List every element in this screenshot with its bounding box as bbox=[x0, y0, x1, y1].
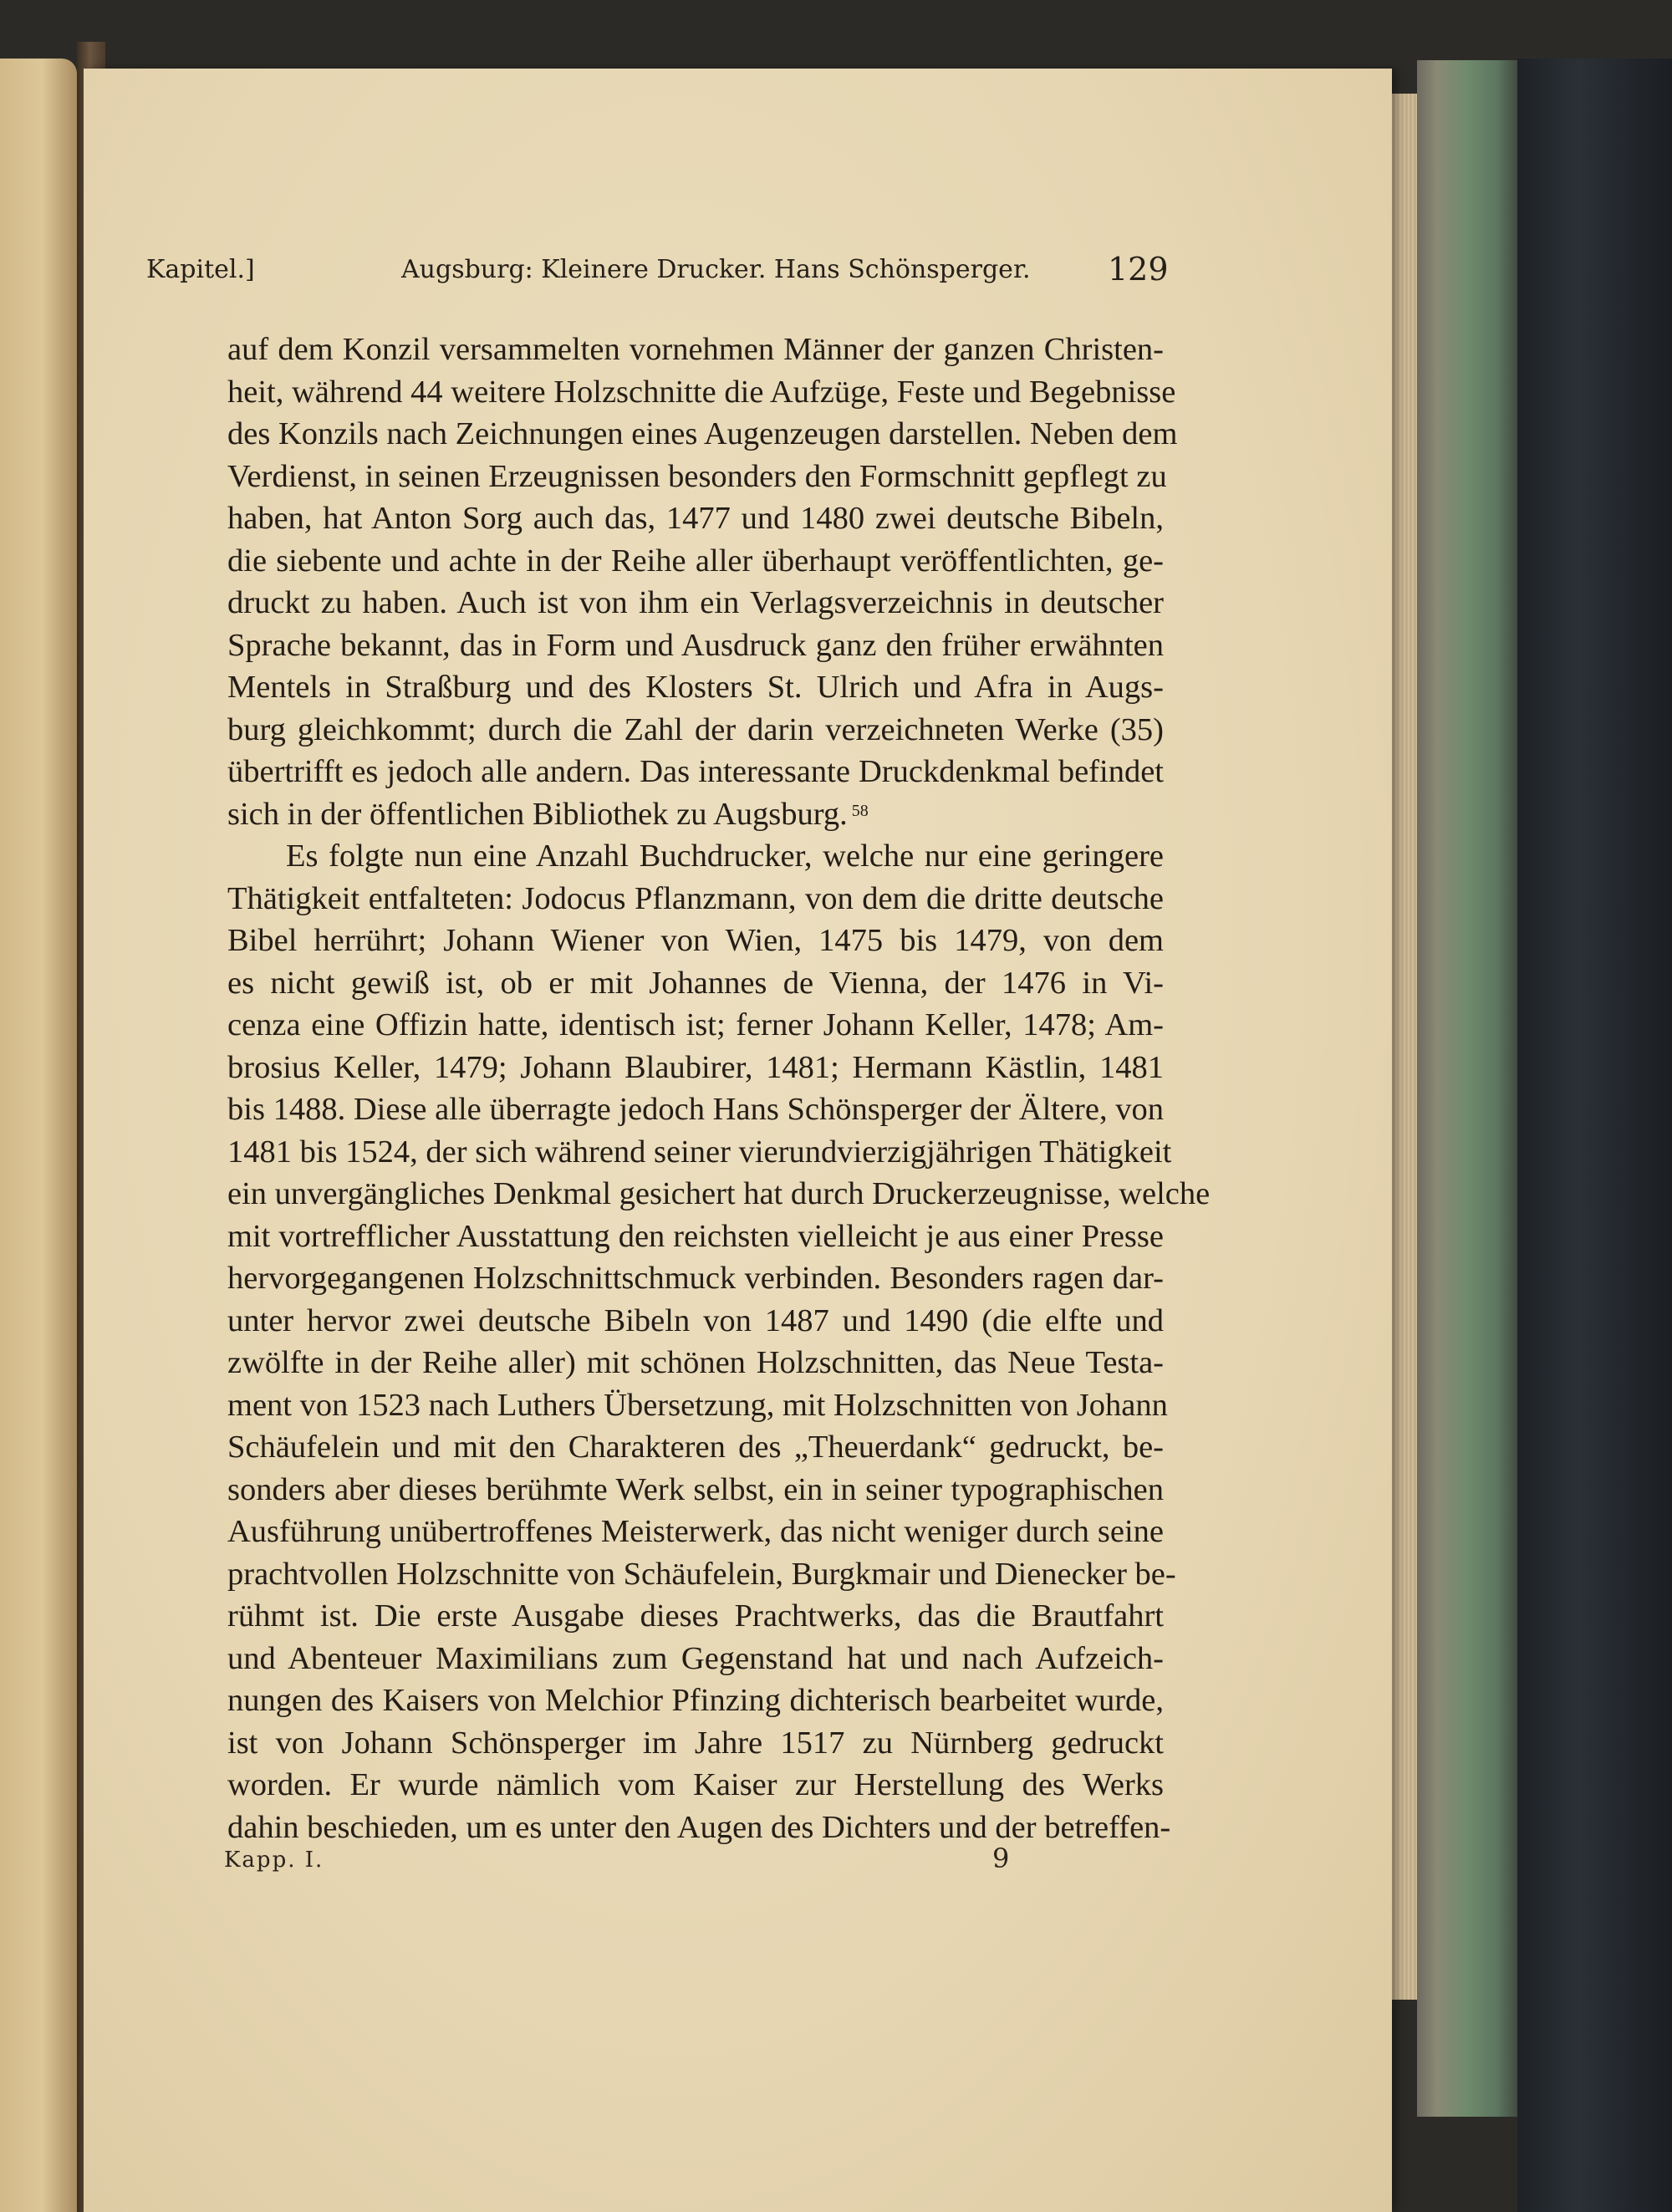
text-line: Verdienst, in seinen Erzeugnissen besonders den Formschnitt gepflegt zu bbox=[227, 458, 1167, 494]
text-line: dahin beschieden, um es unter den Augen des Dichters und der betreffen- bbox=[227, 1809, 1171, 1845]
text-line: übertrifft es jedoch alle andern. Das interessante Druckdenkmal befindet bbox=[227, 754, 1164, 789]
text-line: unter hervor zwei deutsche Bibeln von 1487 und 1490 (die elfte und bbox=[227, 1302, 1164, 1338]
text-line: ein unvergängliches Denkmal gesichert hat durch Druckerzeugnisse, welche bbox=[227, 1176, 1211, 1211]
text-line: hervorgegangenen Holzschnittschmuck verbinden. Besonders ragen dar- bbox=[227, 1261, 1164, 1296]
sheet-number: 9 bbox=[992, 1842, 1010, 1874]
text-line: Bibel herrührt; Johann Wiener von Wien, 1475 bis 1479, von dem bbox=[227, 923, 1164, 958]
text-line: Mentels in Straßburg und des Klosters St. Ulrich und Afra in Augs- bbox=[227, 670, 1164, 705]
left-page-edge bbox=[0, 59, 77, 2212]
text-line: Es folgte nun eine Anzahl Buchdrucker, welche nur eine geringere bbox=[286, 838, 1164, 874]
text-line: cenza eine Offizin hatte, identisch ist; ferner Johann Keller, 1478; Am- bbox=[227, 1007, 1164, 1042]
text-line: prachtvollen Holzschnitte von Schäufelein, Burgkmair und Dienecker be- bbox=[227, 1556, 1176, 1592]
text-line: Thätigkeit entfalteten: Jodocus Pflanzmann, von dem die dritte deutsche bbox=[227, 880, 1164, 916]
body-text bbox=[227, 329, 1211, 1848]
text-line: und Abenteuer Maximilians zum Gegenstand hat und nach Aufzeich- bbox=[227, 1640, 1164, 1676]
running-head-chapter: Kapitel.] bbox=[146, 255, 255, 284]
text-line: mit vortrefflicher Ausstattung den reichsten vielleicht je aus einer Presse bbox=[227, 1218, 1164, 1254]
page-number: 129 bbox=[1108, 251, 1169, 288]
text-line: sich in der öffentlichen Bibliothek zu Augsburg. $^{58}$ bbox=[227, 796, 869, 832]
running-head-title: Augsburg: Kleinere Drucker. Hans Schönsperger. bbox=[401, 255, 1031, 284]
text-line: haben, hat Anton Sorg auch das, 1477 und 1480 zwei deutsche Bibeln, bbox=[227, 501, 1164, 536]
text-line: heit, während 44 weitere Holzschnitte die Aufzüge, Feste und Begebnisse bbox=[227, 374, 1176, 410]
text-line: es nicht gewiß ist, ob er mit Johannes de Vienna, der 1476 in Vi- bbox=[227, 965, 1164, 1001]
text-line: Schäufelein und mit den Charakteren des „Theuerdank“ gedruckt, be- bbox=[227, 1430, 1164, 1465]
text-line: brosius Keller, 1479; Johann Blaubirer, 1481; Hermann Kästlin, 1481 bbox=[227, 1049, 1164, 1085]
text-line: burg gleichkommt; durch die Zahl der darin verzeichneten Werke (35) bbox=[227, 711, 1164, 747]
text-line: worden. Er wurde nämlich vom Kaiser zur Herstellung des Werks bbox=[227, 1767, 1164, 1802]
text-line: die siebente und achte in der Reihe aller überhaupt veröffentlichten, ge- bbox=[227, 543, 1164, 578]
text-line: 1481 bis 1524, der sich während seiner vierundvierzigjährigen Thätigkeit bbox=[227, 1134, 1172, 1170]
text-line: druckt zu haben. Auch ist von ihm ein Verlagsverzeichnis in deutscher bbox=[227, 585, 1164, 620]
text-line: nungen des Kaisers von Melchior Pfinzing dichterisch bearbeitet wurde, bbox=[227, 1683, 1164, 1718]
text-line: zwölfte in der Reihe aller) mit schönen Holzschnitten, das Neue Testa- bbox=[227, 1345, 1164, 1380]
page-stack-edges bbox=[1392, 94, 1417, 2000]
footnote-reference: 58 bbox=[847, 801, 869, 820]
text-line: auf dem Konzil versammelten vornehmen Männer der ganzen Christen- bbox=[227, 332, 1164, 367]
text-line: rühmt ist. Die erste Ausgabe dieses Prachtwerks, das die Brautfahrt bbox=[227, 1598, 1164, 1634]
text-line: bis 1488. Diese alle überragte jedoch Hans Schönsperger der Ältere, von bbox=[227, 1092, 1164, 1127]
text-line: ist von Johann Schönsperger im Jahre 1517 zu Nürnberg gedruckt bbox=[227, 1725, 1164, 1761]
text-line: ment von 1523 nach Luthers Übersetzung, mit Holzschnitten von Johann bbox=[227, 1387, 1168, 1423]
text-line: Sprache bekannt, das in Form und Ausdruck ganz den früher erwähnten bbox=[227, 627, 1164, 663]
text-line: sonders aber dieses berühmte Werk selbst, ein in seiner typographischen bbox=[227, 1471, 1164, 1507]
book-cover-edge bbox=[1417, 60, 1517, 2117]
text-line: des Konzils nach Zeichnungen eines Augenzeugen darstellen. Neben dem bbox=[227, 416, 1178, 451]
printer-signature: Kapp. I. bbox=[224, 1848, 324, 1873]
book-cover bbox=[1517, 59, 1672, 2212]
text-line: Ausführung unübertroffenes Meisterwerk, das nicht weniger durch seine bbox=[227, 1514, 1164, 1549]
